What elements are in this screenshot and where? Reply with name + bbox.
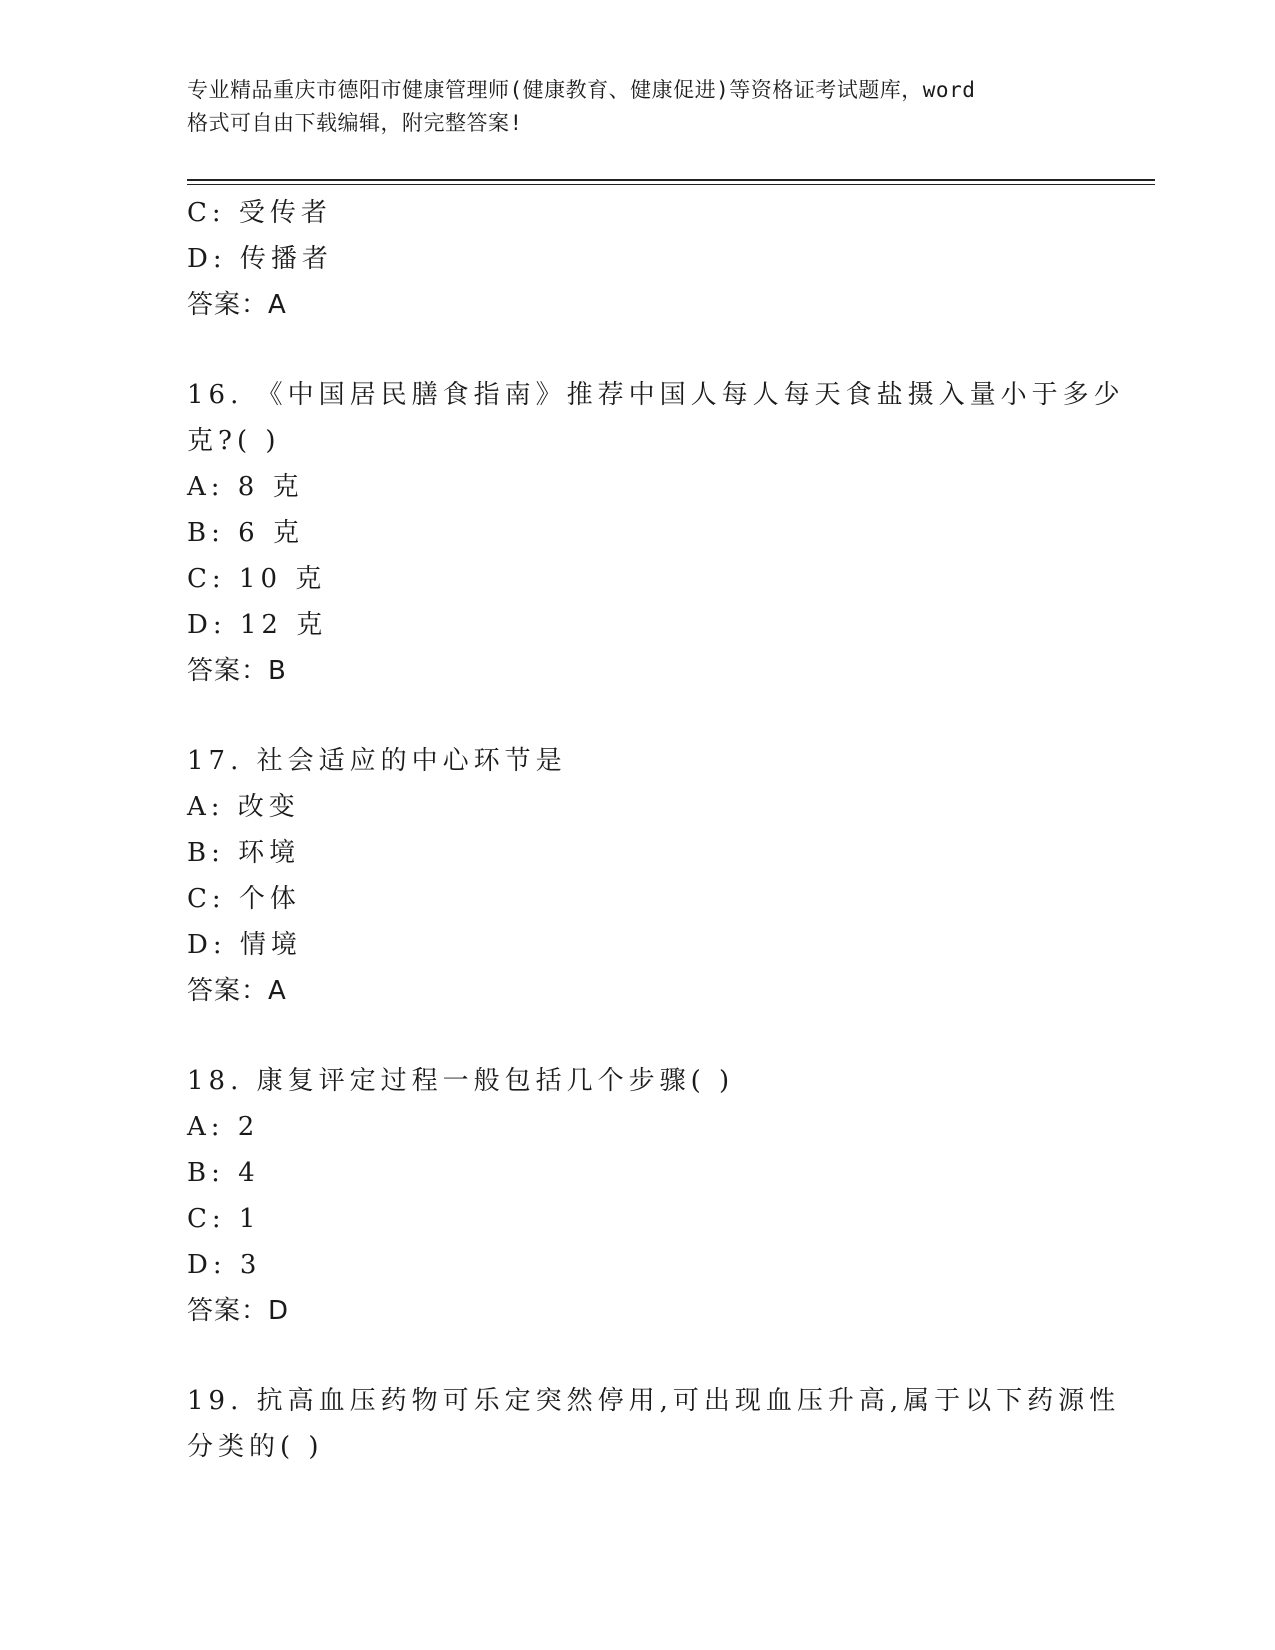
option-d: D: 情境: [187, 930, 302, 960]
question-body: [187, 190, 1125, 1470]
document-header: [187, 74, 1087, 140]
answer-line: 答案：D: [187, 1296, 290, 1326]
option-d: D: 3: [187, 1250, 262, 1280]
header-divider-thin: [187, 184, 1155, 185]
header-line-1: 专业精品重庆市德阳市健康管理师(健康教育、健康促进)等资格证考试题库，word: [187, 78, 976, 102]
question-stem: 17. 社会适应的中心环节是: [187, 746, 567, 776]
option-c: C: 个体: [187, 884, 301, 914]
question-18: [187, 1058, 1087, 1334]
answer-line: 答案：A: [187, 976, 287, 1006]
option-b: B: 6 克: [187, 518, 304, 548]
question-stem: 分类的( ): [187, 1432, 324, 1462]
header-line-2: 格式可自由下载编辑，附完整答案!: [187, 111, 523, 135]
question-19: [187, 1378, 1121, 1470]
question-stem: 18. 康复评定过程一般包括几个步骤( ): [187, 1066, 735, 1096]
question-stem: 克?( ): [187, 426, 281, 456]
question-stem: 19. 抗高血压药物可乐定突然停用,可出现血压升高,属于以下药源性: [187, 1386, 1121, 1416]
answer-line: 答案：A: [187, 290, 287, 320]
option-b: B: 4: [187, 1158, 260, 1188]
question-16: [187, 372, 1125, 694]
option-a: A: 8 克: [187, 472, 304, 502]
option-a: A: 2: [187, 1112, 260, 1142]
header-divider-thick: [187, 179, 1155, 181]
question-17: [187, 738, 1087, 1014]
option-c: C: 1: [187, 1204, 261, 1234]
answer-line: 答案：B: [187, 656, 287, 686]
option-c: C: 10 克: [187, 564, 327, 594]
option-c: C: 受传者: [187, 198, 332, 228]
option-b: B: 环境: [187, 838, 301, 868]
question-stem: 16. 《中国居民膳食指南》推荐中国人每人每天食盐摄入量小于多少: [187, 380, 1125, 410]
option-d: D: 12 克: [187, 610, 328, 640]
option-a: A: 改变: [187, 792, 300, 822]
option-d: D: 传播者: [187, 244, 333, 274]
prev-question-block: [187, 190, 1087, 328]
